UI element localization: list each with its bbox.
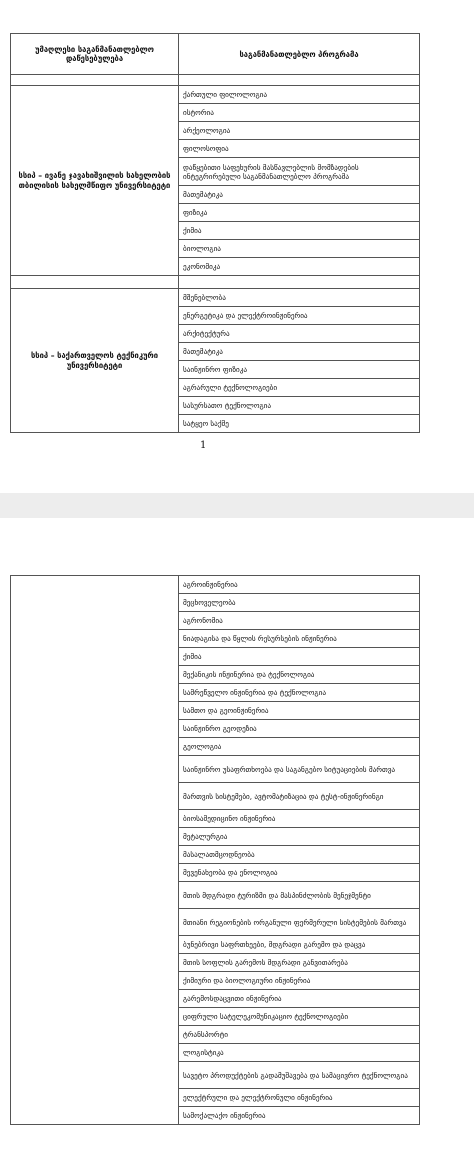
program-cell: ეკონომიკა [179,258,420,276]
spacer-row [11,276,420,289]
program-cell: აგრარული ტექნოლოგიები [179,379,420,397]
program-cell: ფილოსოფია [179,140,420,158]
program-cell: მშენებლობა [179,289,420,307]
program-cell: ქიმია [179,648,420,666]
program-cell: გეოლოგია [179,738,420,756]
spacer-row [11,75,420,86]
program-cell: სავეტო პროდუქტების გადამუშავება და სამაცივრო ტექნოლოგია [179,1062,420,1089]
program-cell: ფიზიკა [179,204,420,222]
program-cell: დაწყებითი საფეხურის მასწავლებლის მომზადების ინტეგრირებული საგანმანათლებლო პროგრამა [179,158,420,186]
document-page-2 [0,518,474,1159]
header-institution: უმაღლესი საგანმანათლებლო დაწესებულება [11,34,179,75]
program-cell: მევენახეობა და ენოლოგია [179,864,420,882]
table-row [11,289,420,307]
program-cell: ლოგისტიკა [179,1044,420,1062]
programs-table-page-2 [10,575,420,1125]
program-cell: საინჟინრო ფიზიკა [179,361,420,379]
program-cell: მეცხოველეობა [179,594,420,612]
program-cell: ტრანსპორტი [179,1026,420,1044]
institution-cell: სსიპ – საქართველოს ტექნიკური უნივერსიტეტი [11,289,179,433]
program-cell: ბიოსამედიცინო ინჟინერია [179,810,420,828]
program-cell: სამოქალაქო ინჟინერია [179,1107,420,1125]
program-cell: ქიმიური და ბიოლოგიური ინჟინერია [179,972,420,990]
program-cell: ბუნებრივი საფრთხეები, მდგრადი გარემო და დაცვა [179,936,420,954]
program-cell: ქართული ფილოლოგია [179,86,420,104]
table-header-row [11,34,420,75]
programs-table-page-1 [10,33,420,433]
program-cell: მათემატიკა [179,343,420,361]
table-row [11,576,420,594]
program-cell: ისტორია [179,104,420,122]
program-cell: არქიტექტურა [179,325,420,343]
program-cell: მასალათმცოდნეობა [179,846,420,864]
program-cell: ქიმია [179,222,420,240]
program-cell: არქეოლოგია [179,122,420,140]
program-cell: მთიანი რეგიონების ორგანული ფერმერული სისტემების მართვა [179,909,420,936]
table-row [11,86,420,104]
program-cell: სამთო და გეოინჟინერია [179,702,420,720]
program-cell: მეტალურგია [179,828,420,846]
program-cell: სატყეო საქმე [179,415,420,433]
program-cell: მართვის სისტემები, ავტომატიზაცია და ტესტ-ინჟინერინგი [179,783,420,810]
program-cell: ნიადაგისა და წყლის რესურსების ინჟინერია [179,630,420,648]
program-cell: ენერგეტიკა და ელექტროინჟინერია [179,307,420,325]
program-cell: სამრეწველო ინჟინერია და ტექნოლოგია [179,684,420,702]
program-cell: საინჟინრო უსაფრთხოება და საგანგებო სიტუაციების მართვა [179,756,420,783]
program-cell: მთის სოფლის გარემოს მდგრადი განვითარება [179,954,420,972]
program-cell: ციფრული სატელეკომუნიკაციო ტექნოლოგიები [179,1008,420,1026]
page-number: 1 [200,440,207,451]
program-cell: მექანიკის ინჟინერია და ტექნოლოგია [179,666,420,684]
program-cell: საინჟინრო გეოდეზია [179,720,420,738]
program-cell: მთის მდგრადი ტურიზმი და მასპინძლობის მენეჯმენტი [179,882,420,909]
document-page-1 [0,0,474,493]
program-cell: გარემოსდაცვითი ინჟინერია [179,990,420,1008]
program-cell: ბიოლოგია [179,240,420,258]
program-cell: აგრონომია [179,612,420,630]
program-cell: მათემატიკა [179,186,420,204]
header-program: საგანმანათლებლო პროგრამა [179,34,420,75]
institution-cell-continued [11,576,179,1125]
program-cell: სასურსათო ტექნოლოგია [179,397,420,415]
institution-cell: სსიპ – ივანე ჯავახიშვილის სახელობის თბილისის სახელმწიფო უნივერსიტეტი [11,86,179,276]
program-cell: აგროინჟინერია [179,576,420,594]
program-cell: ელექტრული და ელექტრონული ინჟინერია [179,1089,420,1107]
